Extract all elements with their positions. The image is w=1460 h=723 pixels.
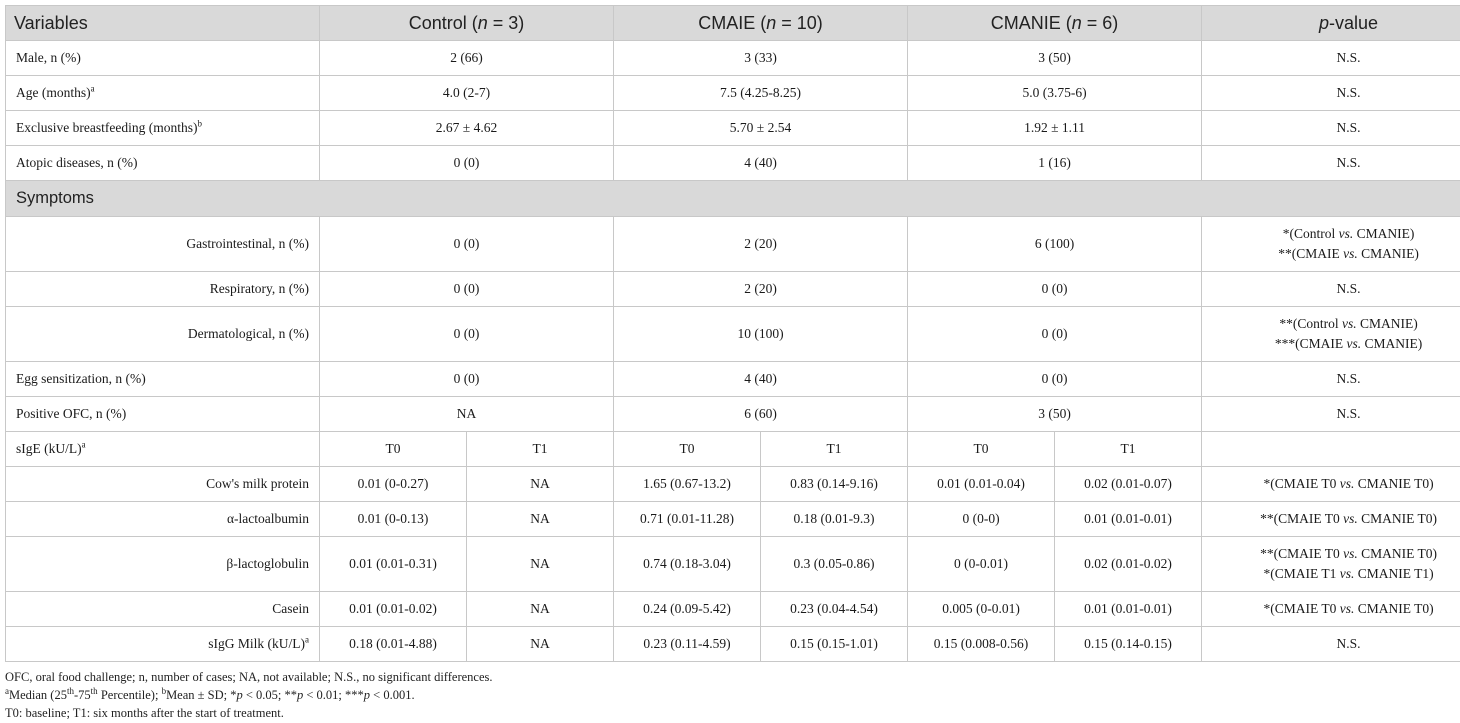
p-pre: *(CMAIE T0	[1263, 476, 1340, 491]
subheader-t1: T1	[761, 432, 908, 467]
subheader-t1: T1	[1055, 432, 1202, 467]
row-label	[6, 627, 320, 662]
cell-cmaie: 5.70 ± 2.54	[614, 111, 908, 146]
cell-p-value	[1202, 217, 1460, 272]
cell-cmanie: 5.0 (3.75-6)	[908, 76, 1202, 111]
row-label: Respiratory, n (%)	[6, 272, 320, 307]
cell-cmanie: 3 (50)	[908, 397, 1202, 432]
p-pre: *(CMAIE T1	[1263, 566, 1340, 581]
p-vs: vs.	[1338, 226, 1354, 241]
p-line-1	[1210, 544, 1460, 564]
p-vs: vs.	[1346, 336, 1362, 351]
cell-p-value: N.S.	[1202, 627, 1460, 662]
cell-cmanie: 6 (100)	[908, 217, 1202, 272]
row-label-sup: a	[305, 634, 309, 645]
p-post: CMANIE)	[1357, 246, 1419, 261]
footnote-text: < 0.05; **	[242, 688, 297, 702]
footnote-text: Mean ± SD; *	[166, 688, 237, 702]
row-label-sup: a	[81, 439, 86, 450]
cell-cmanie-t0: 0.01 (0.01-0.04)	[908, 467, 1055, 502]
cell-cmanie: 1 (16)	[908, 146, 1202, 181]
p-vs: vs.	[1339, 566, 1355, 581]
footnote-line-1: OFC, oral food challenge; n, number of cases; NA, not available; N.S., no significant differences.	[5, 670, 493, 684]
row-label: Egg sensitization, n (%)	[6, 362, 320, 397]
p-post: CMANIE)	[1361, 336, 1423, 351]
section-row-symptoms	[6, 181, 1460, 217]
header-cmanie-n: n	[1071, 12, 1082, 33]
table-header-row	[6, 6, 1460, 41]
footnote-p: p	[297, 688, 304, 702]
p-vs: vs.	[1339, 476, 1355, 491]
table-row	[6, 146, 1460, 181]
table-footnotes	[5, 668, 1454, 722]
cell-cmaie-t1: 0.18 (0.01-9.3)	[761, 502, 908, 537]
cell-cmaie-t1: 0.83 (0.14-9.16)	[761, 467, 908, 502]
p-vs: vs.	[1339, 601, 1355, 616]
cell-control: 0 (0)	[320, 362, 614, 397]
cell-control: 2 (66)	[320, 41, 614, 76]
header-control-n: n	[477, 12, 488, 33]
results-table-container	[5, 5, 1454, 722]
row-label	[6, 146, 320, 181]
cell-control: NA	[320, 397, 614, 432]
p-vs: vs.	[1343, 546, 1358, 561]
p-post: CMANIE T1)	[1354, 566, 1434, 581]
table-row	[6, 76, 1460, 111]
table-row	[6, 502, 1460, 537]
header-control-post: = 3)	[487, 12, 525, 33]
cell-control-t1: NA	[467, 502, 614, 537]
p-vs: vs.	[1343, 246, 1358, 261]
footnote-p: p	[236, 688, 243, 702]
row-label: β-lactoglobulin	[6, 537, 320, 592]
p-post: CMANIE T0)	[1357, 546, 1437, 561]
header-control	[320, 6, 614, 41]
cell-p-value	[1202, 467, 1460, 502]
table-row	[6, 307, 1460, 362]
header-cmanie-post: = 6)	[1081, 12, 1119, 33]
cell-cmanie-t1: 0.15 (0.14-0.15)	[1055, 627, 1202, 662]
row-label	[6, 41, 320, 76]
cell-control-t0: 0.01 (0-0.27)	[320, 467, 467, 502]
row-label	[6, 432, 320, 467]
cell-control-t1: NA	[467, 592, 614, 627]
row-label: Casein	[6, 592, 320, 627]
row-label: Cow's milk protein	[6, 467, 320, 502]
cell-p-value: N.S.	[1202, 362, 1460, 397]
cell-p-value	[1202, 537, 1460, 592]
footnote-text: -75	[74, 688, 91, 702]
cell-cmaie-t0: 0.74 (0.18-3.04)	[614, 537, 761, 592]
table-row	[6, 41, 1460, 76]
cell-p-value	[1202, 307, 1460, 362]
footnote-sup: th	[66, 685, 74, 696]
p-post: CMANIE)	[1356, 316, 1418, 331]
cell-cmaie: 2 (20)	[614, 272, 908, 307]
cell-control: 4.0 (2-7)	[320, 76, 614, 111]
cell-control: 0 (0)	[320, 307, 614, 362]
cell-p-value: N.S.	[1202, 41, 1460, 76]
cell-cmanie-t0: 0 (0-0.01)	[908, 537, 1055, 592]
row-label-sup: b	[197, 118, 202, 129]
footnote-text: Median (25	[9, 688, 67, 702]
cell-control-t0: 0.18 (0.01-4.88)	[320, 627, 467, 662]
row-label-text: sIgG Milk (kU/L)	[208, 636, 305, 651]
header-cmanie	[908, 6, 1202, 41]
cell-cmaie-t1: 0.3 (0.05-0.86)	[761, 537, 908, 592]
p-post: CMANIE T0)	[1357, 511, 1437, 526]
table-row	[6, 397, 1460, 432]
row-label-text: Age (months)	[16, 85, 91, 100]
table-row	[6, 467, 1460, 502]
p-pre: **(CMAIE T0	[1260, 546, 1344, 561]
row-label-text: Exclusive breastfeeding (months)	[16, 120, 198, 135]
p-line-1	[1210, 224, 1460, 244]
cell-cmaie: 4 (40)	[614, 362, 908, 397]
p-line-2	[1210, 564, 1460, 584]
cell-cmanie-t1: 0.01 (0.01-0.01)	[1055, 592, 1202, 627]
results-table	[5, 5, 1460, 662]
header-p-rest: -value	[1329, 12, 1379, 33]
table-row	[6, 217, 1460, 272]
p-pre: *(Control	[1282, 226, 1339, 241]
cell-control-t0: 0.01 (0.01-0.31)	[320, 537, 467, 592]
header-cmaie-pre: CMAIE (	[698, 12, 767, 33]
p-line-1	[1210, 314, 1460, 334]
row-label-text: Male, n (%)	[16, 50, 81, 65]
cell-cmanie-t1: 0.01 (0.01-0.01)	[1055, 502, 1202, 537]
cell-cmaie: 10 (100)	[614, 307, 908, 362]
table-row	[6, 111, 1460, 146]
header-cmaie-n: n	[766, 12, 777, 33]
section-title: Symptoms	[6, 181, 1460, 217]
cell-control: 2.67 ± 4.62	[320, 111, 614, 146]
row-label-sup: a	[90, 83, 95, 94]
subheader-t0: T0	[908, 432, 1055, 467]
row-label: Dermatological, n (%)	[6, 307, 320, 362]
p-pre: ***(CMAIE	[1274, 336, 1347, 351]
cell-cmanie: 0 (0)	[908, 272, 1202, 307]
cell-cmaie: 7.5 (4.25-8.25)	[614, 76, 908, 111]
sige-header-row	[6, 432, 1460, 467]
table-row	[6, 272, 1460, 307]
row-label: α-lactoalbumin	[6, 502, 320, 537]
cell-cmanie: 1.92 ± 1.11	[908, 111, 1202, 146]
footnote-sup: b	[161, 685, 167, 696]
cell-control-t1: NA	[467, 467, 614, 502]
row-label: Gastrointestinal, n (%)	[6, 217, 320, 272]
p-post: CMANIE T0)	[1354, 601, 1434, 616]
p-vs: vs.	[1341, 316, 1357, 331]
header-p-value	[1202, 6, 1460, 41]
table-row	[6, 592, 1460, 627]
cell-p-value: N.S.	[1202, 111, 1460, 146]
cell-cmaie: 3 (33)	[614, 41, 908, 76]
subheader-t1: T1	[467, 432, 614, 467]
row-label	[6, 76, 320, 111]
footnote-sup: th	[90, 685, 98, 696]
p-post: CMANIE T0)	[1354, 476, 1434, 491]
cell-cmanie-t1: 0.02 (0.01-0.02)	[1055, 537, 1202, 592]
header-variables: Variables	[6, 6, 320, 41]
table-row	[6, 362, 1460, 397]
cell-p-value: N.S.	[1202, 397, 1460, 432]
cell-cmaie-t0: 1.65 (0.67-13.2)	[614, 467, 761, 502]
cell-cmaie: 4 (40)	[614, 146, 908, 181]
p-line-2	[1210, 334, 1460, 354]
footnote-line-2	[5, 686, 1454, 704]
p-pre: **(Control	[1279, 316, 1342, 331]
cell-cmanie-t0: 0.005 (0-0.01)	[908, 592, 1055, 627]
cell-cmaie-t0: 0.24 (0.09-5.42)	[614, 592, 761, 627]
p-pre: *(CMAIE T0	[1263, 601, 1340, 616]
cell-cmanie-t0: 0 (0-0)	[908, 502, 1055, 537]
footnote-text: Percentile);	[97, 688, 162, 702]
p-line-2	[1210, 244, 1460, 264]
cell-cmaie: 6 (60)	[614, 397, 908, 432]
cell-empty	[1202, 432, 1460, 467]
cell-p-value: N.S.	[1202, 76, 1460, 111]
cell-control-t0: 0.01 (0-0.13)	[320, 502, 467, 537]
header-cmaie-post: = 10)	[776, 12, 823, 33]
footnote-p: p	[363, 688, 371, 702]
header-p-italic: p	[1319, 12, 1330, 33]
header-cmaie	[614, 6, 908, 41]
header-cmanie-pre: CMANIE (	[990, 12, 1072, 33]
cell-cmaie: 2 (20)	[614, 217, 908, 272]
row-label-text: sIgE (kU/L)	[16, 441, 82, 456]
footnote-text: < 0.001.	[370, 688, 415, 702]
p-post: CMANIE)	[1353, 226, 1415, 241]
row-label	[6, 111, 320, 146]
cell-cmanie: 3 (50)	[908, 41, 1202, 76]
footnote-text: < 0.01; ***	[303, 688, 364, 702]
footnote-sup: a	[5, 685, 9, 696]
cell-control-t0: 0.01 (0.01-0.02)	[320, 592, 467, 627]
header-control-pre: Control (	[408, 12, 478, 33]
cell-p-value	[1202, 502, 1460, 537]
cell-cmanie-t0: 0.15 (0.008-0.56)	[908, 627, 1055, 662]
p-vs: vs.	[1343, 511, 1358, 526]
row-label: Positive OFC, n (%)	[6, 397, 320, 432]
cell-control: 0 (0)	[320, 146, 614, 181]
cell-cmaie-t0: 0.23 (0.11-4.59)	[614, 627, 761, 662]
footnote-line-3: T0: baseline; T1: six months after the start of treatment.	[5, 706, 284, 720]
cell-p-value: N.S.	[1202, 272, 1460, 307]
cell-p-value: N.S.	[1202, 146, 1460, 181]
cell-control: 0 (0)	[320, 272, 614, 307]
cell-control-t1: NA	[467, 537, 614, 592]
cell-cmanie-t1: 0.02 (0.01-0.07)	[1055, 467, 1202, 502]
row-label-text: Atopic diseases, n (%)	[16, 155, 138, 170]
cell-cmanie: 0 (0)	[908, 362, 1202, 397]
cell-control: 0 (0)	[320, 217, 614, 272]
subheader-t0: T0	[614, 432, 761, 467]
subheader-t0: T0	[320, 432, 467, 467]
cell-cmaie-t1: 0.15 (0.15-1.01)	[761, 627, 908, 662]
cell-cmaie-t0: 0.71 (0.01-11.28)	[614, 502, 761, 537]
p-pre: **(CMAIE T0	[1260, 511, 1344, 526]
cell-control-t1: NA	[467, 627, 614, 662]
cell-cmaie-t1: 0.23 (0.04-4.54)	[761, 592, 908, 627]
cell-p-value	[1202, 592, 1460, 627]
table-row	[6, 537, 1460, 592]
cell-cmanie: 0 (0)	[908, 307, 1202, 362]
p-pre: **(CMAIE	[1278, 246, 1344, 261]
table-row	[6, 627, 1460, 662]
